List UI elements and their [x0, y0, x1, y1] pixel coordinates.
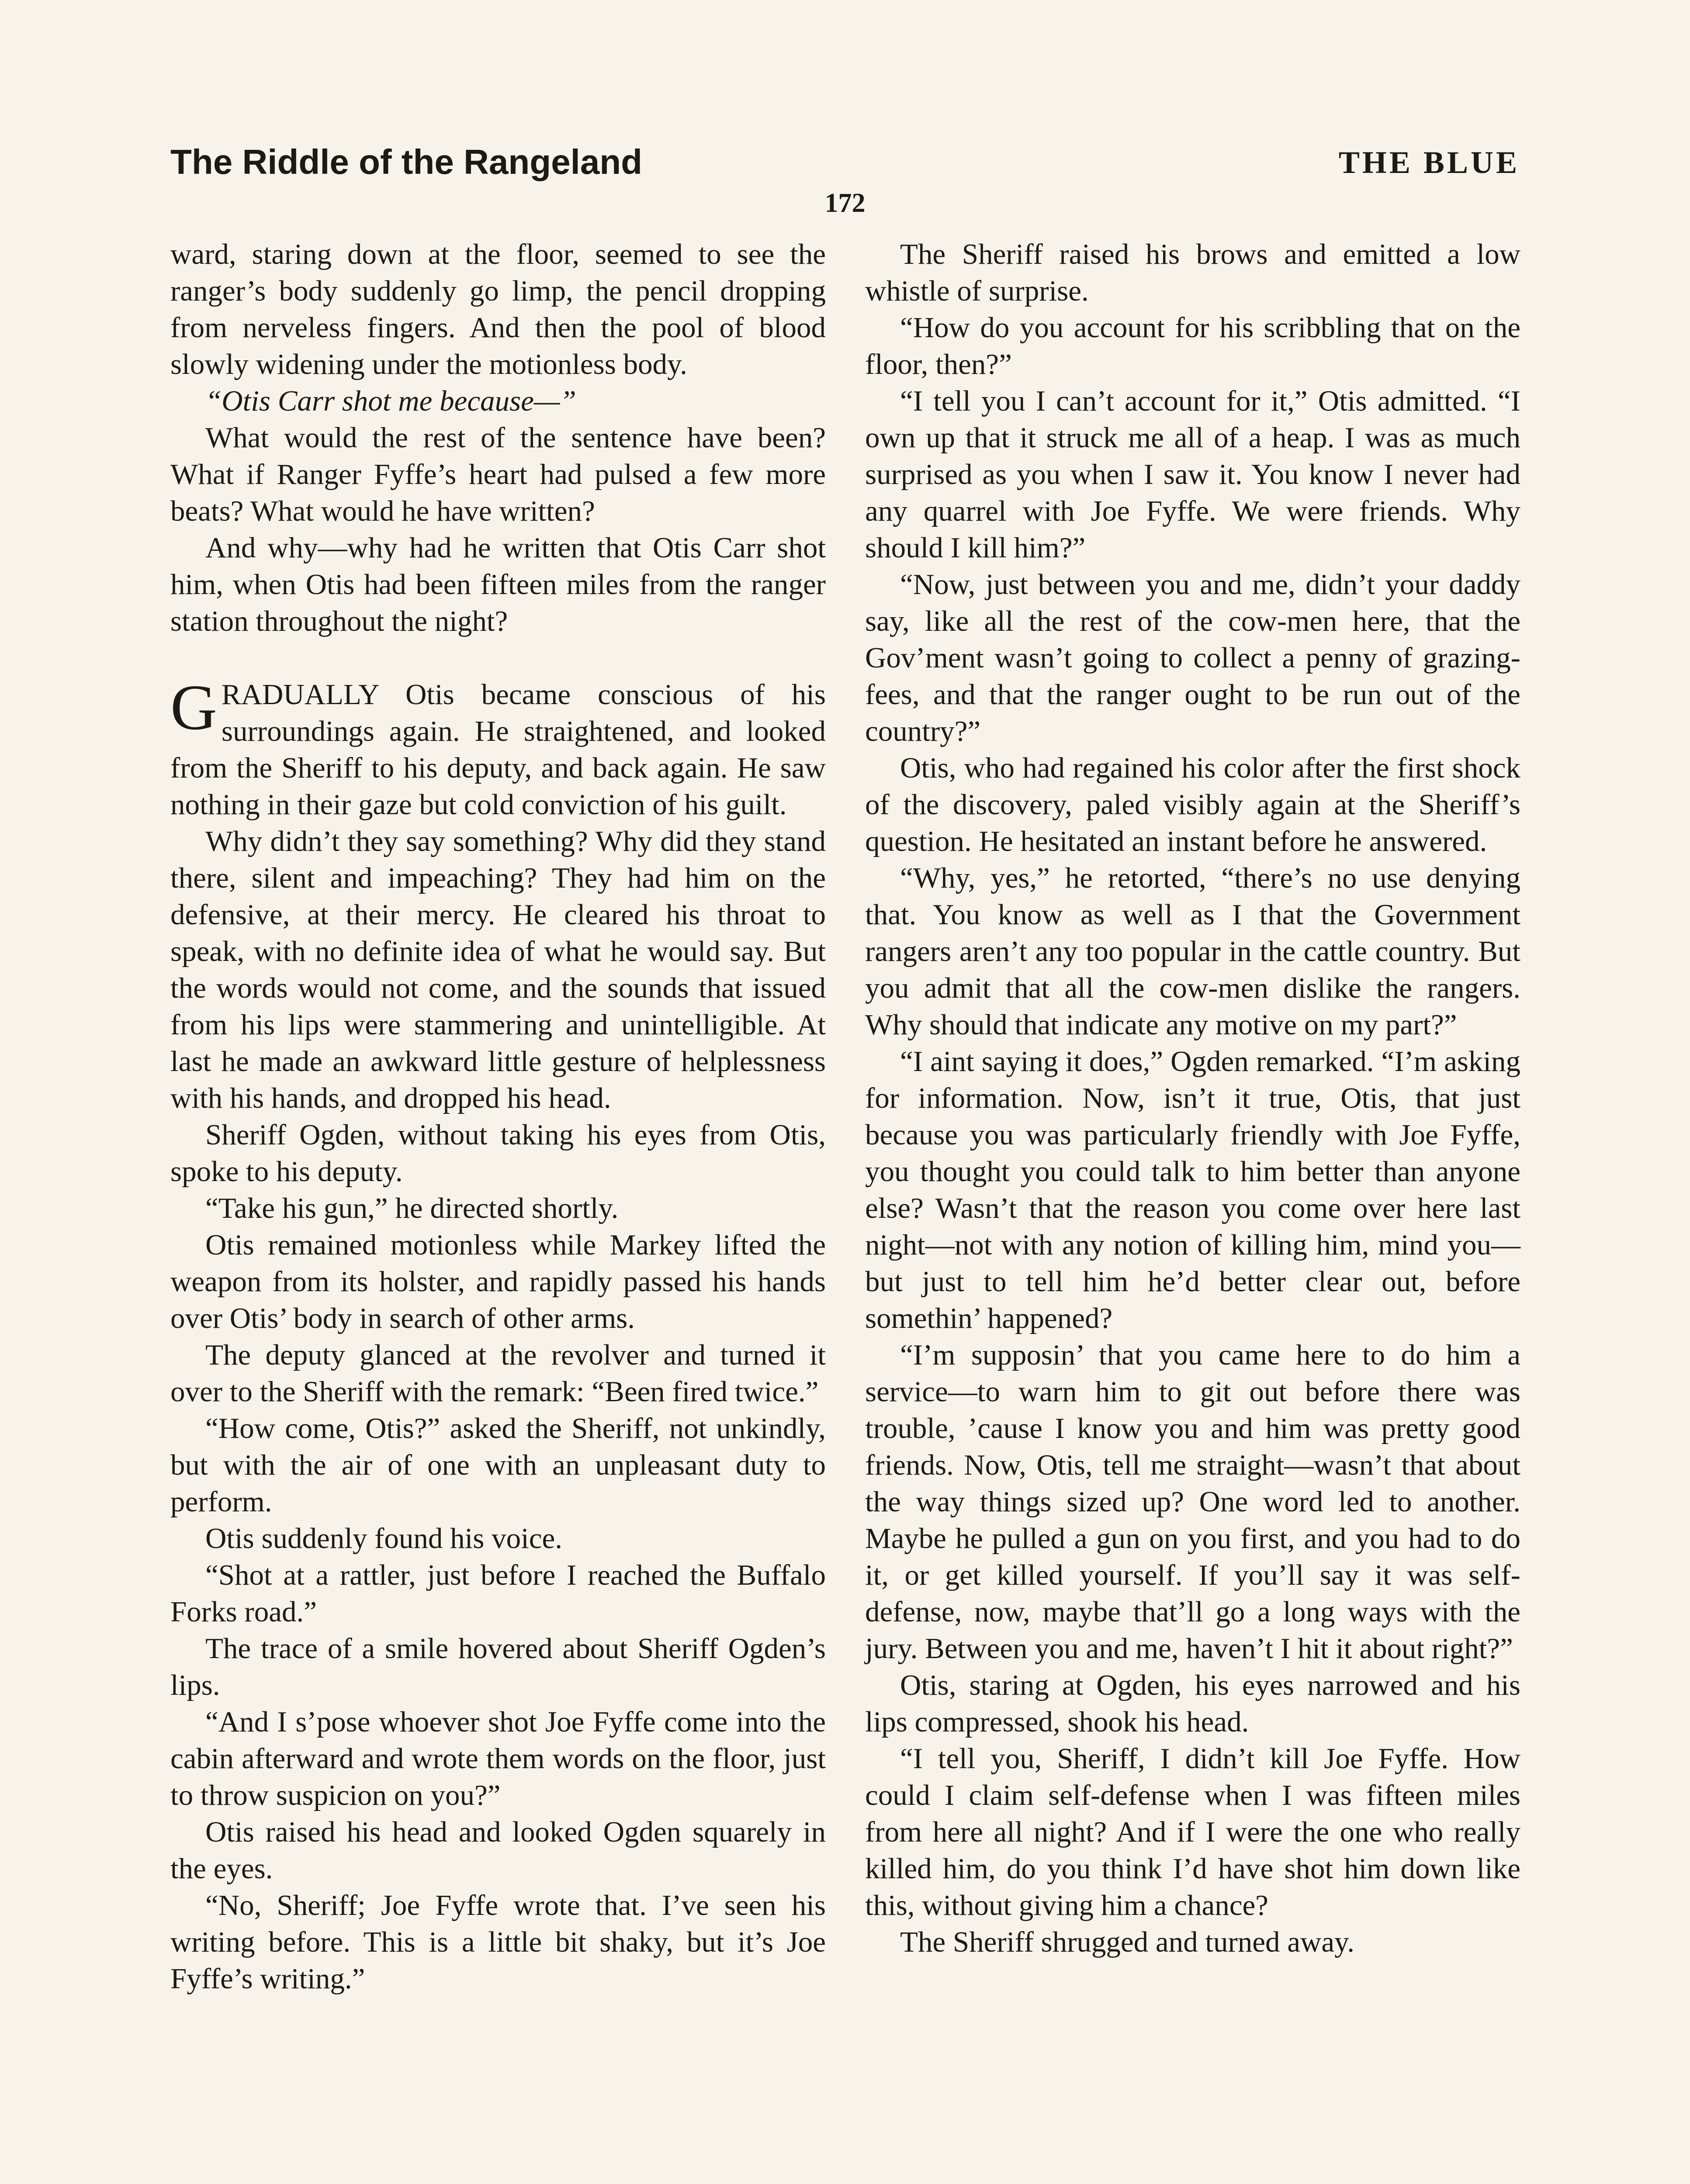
- paragraph: What would the rest of the sentence have been? What if Ranger Fyffe’s heart had pulsed a few more beats? What would he have written?: [170, 422, 826, 527]
- paragraph: “Otis Carr shot me because—”: [205, 385, 576, 417]
- paragraph: “And I s’pose whoever shot Joe Fyffe come into the cabin afterward and wrote them words on the floor, just to throw suspicion on you?”: [170, 1706, 826, 1811]
- paragraph: Otis, who had regained his color after the first shock of the discovery, paled visibly again at the Sheriff’s question. He hesitated an instant before he answered.: [865, 752, 1520, 857]
- paragraph: Otis remained motionless while Markey lifted the weapon from its holster, and rapidly passed his hands over Otis’ body in search of other arms.: [170, 1229, 826, 1334]
- paragraph: Sheriff Ogden, without taking his eyes from Otis, spoke to his deputy.: [170, 1119, 826, 1188]
- paragraph: Why didn’t they say something? Why did they stand there, silent and impeaching? They had him on the defensive, at their mercy. He cleared his throat to speak, with no definite idea of what he would say. But the words would not come, and the sounds that issued from his lips were stammering and unintelligible. At last he made an awkward little gesture of helplessness with his hands, and dropped his head.: [170, 825, 826, 1114]
- paragraph: “Why, yes,” he retorted, “there’s no use denying that. You know as well as I that the Government rangers aren’t any too popular in the cattle country. But you admit that all the cow-men dislike the rangers. Why should that indicate any motive on my part?”: [865, 862, 1520, 1041]
- paragraph: “Now, just between you and me, didn’t your daddy say, like all the rest of the cow-men here, that the Gov’ment wasn’t going to collect a penny of grazing-fees, and that the ranger ought to be run out of the country?”: [865, 568, 1520, 747]
- paragraph: “Take his gun,” he directed shortly.: [205, 1192, 619, 1224]
- paragraph: “I’m supposin’ that you came here to do him a service—to warn him to git out before there was trouble, ’cause I know you and him was pretty good friends. Now, Otis, tell me straight—wasn’t that about the way things sized up? One word led to another. Maybe he pulled a gun on you first, and you had to do it, or get killed yourself. If you’ll say it was self-defense, now, maybe that’ll go a long ways with the jury. Between you and me, haven’t I hit it about right?”: [865, 1339, 1520, 1665]
- drop-cap: G: [170, 672, 217, 743]
- paragraph: And why—why had he written that Otis Carr shot him, when Otis had been fifteen miles from the ranger station throughout the night?: [170, 532, 826, 637]
- paragraph: “How do you account for his scribbling that on the floor, then?”: [865, 311, 1520, 380]
- right-column: [865, 236, 1520, 1960]
- paragraph: Otis, staring at Ogden, his eyes narrowed and his lips compressed, shook his head.: [865, 1669, 1520, 1738]
- left-column: [170, 236, 826, 1997]
- paragraph: The Sheriff shrugged and turned away.: [900, 1926, 1355, 1958]
- paragraph: Otis raised his head and looked Ogden squarely in the eyes.: [170, 1816, 826, 1885]
- paragraph: “How come, Otis?” asked the Sheriff, not unkindly, but with the air of one with an unpleasant duty to perform.: [170, 1412, 826, 1518]
- story-title: The Riddle of the Rangeland: [170, 142, 643, 181]
- paragraph: The Sheriff raised his brows and emitted a low whistle of surprise.: [865, 238, 1520, 307]
- section-opening-paragraph: [170, 672, 826, 823]
- magazine-name: THE BLUE: [1338, 145, 1520, 180]
- paragraph: “I tell you, Sheriff, I didn’t kill Joe Fyffe. How could I claim self-defense when I was fifteen miles from here all night? And if I were the one who really killed him, do you think I’d have shot him down like this, without giving him a chance?: [865, 1742, 1520, 1921]
- paragraph: The trace of a smile hovered about Sheriff Ogden’s lips.: [170, 1632, 826, 1701]
- page-number: 172: [824, 188, 866, 218]
- running-header: [170, 142, 1520, 194]
- paragraph: Otis suddenly found his voice.: [205, 1522, 562, 1555]
- paragraph: “No, Sheriff; Joe Fyffe wrote that. I’ve seen his writing before. This is a little bit shaky, but it’s Joe Fyffe’s writing.”: [170, 1889, 826, 1995]
- paragraph: The deputy glanced at the revolver and turned it over to the Sheriff with the remark: “Been fired twice.”: [170, 1339, 826, 1408]
- paragraph: “I tell you I can’t account for it,” Otis admitted. “I own up that it struck me all of a heap. I was as much surprised as you when I saw it. You know I never had any quarrel with Joe Fyffe. We were friends. Why should I kill him?”: [865, 385, 1520, 564]
- paragraph: “Shot at a rattler, just before I reached the Buffalo Forks road.”: [170, 1559, 826, 1628]
- paragraph-text: RADUALLY Otis became conscious of his surroundings again. He straightened, and looked from the Sheriff to his deputy, and back again. He saw nothing in their gaze but cold conviction of his guilt.: [170, 678, 826, 821]
- paragraph: “I aint saying it does,” Ogden remarked. “I’m asking for information. Now, isn’t it true, Otis, that just because you was particularly friendly with Joe Fyffe, you thought you could talk to him better than anyone else? Wasn’t that the reason you come over here last night—not with any notion of killing him, mind you—but just to tell him he’d better clear out, before somethin’ happened?: [865, 1045, 1520, 1334]
- paragraph: ward, staring down at the floor, seemed to see the ranger’s body suddenly go limp, the pencil dropping from nerveless fingers. And then the pool of blood slowly widening under the motionless body.: [170, 238, 826, 380]
